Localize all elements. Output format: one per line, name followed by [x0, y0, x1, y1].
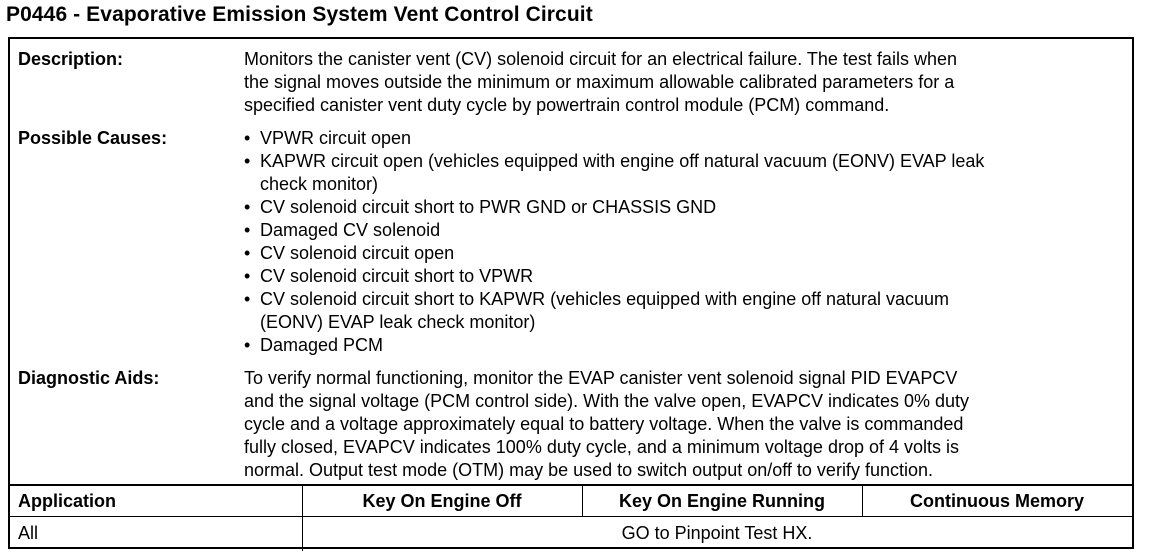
cause-line: CV solenoid circuit short to KAPWR (vehicles equipped with engine off natural vacuum [260, 289, 950, 309]
cause-item [244, 219, 1132, 242]
diagnostic-aids-line: fully closed, EVAPCV indicates 100% duty cycle, and a minimum voltage drop of 4 volts is [244, 437, 960, 457]
bullet-icon: • [244, 197, 251, 217]
cause-list [244, 127, 1132, 357]
diagnostic-aids-line: cycle and a voltage approximately equal to battery voltage. When the valve is commanded [244, 414, 964, 434]
description-label: Description: [18, 49, 124, 69]
page-title: P0446 - Evaporative Emission System Vent Control Circuit [6, 3, 593, 26]
bullet-icon: • [244, 335, 251, 355]
diagnostic-aids-line: To verify normal functioning, monitor the EVAP canister vent solenoid signal PID EVAPCV [244, 368, 958, 388]
cause-item [244, 265, 1132, 288]
cause-item [244, 196, 1132, 219]
description-line: specified canister vent duty cycle by powertrain control module (PCM) command. [244, 95, 890, 115]
diagnostic-aids-label: Diagnostic Aids: [18, 368, 160, 388]
table-header-divider [10, 484, 1132, 486]
cause-line: CV solenoid circuit short to VPWR [260, 266, 534, 286]
header-key-on-engine-running: Key On Engine Running [619, 491, 825, 511]
cause-line: Damaged PCM [260, 335, 384, 355]
diagnostic-aids-text [244, 367, 1132, 482]
description-text [244, 48, 1132, 117]
header-application: Application [18, 491, 116, 511]
diagnostic-aids-line: normal. Output test mode (OTM) may be used to switch output on/off to verify function. [244, 460, 933, 480]
cause-line: CV solenoid circuit open [260, 243, 455, 263]
cause-line: CV solenoid circuit short to PWR GND or CHASSIS GND [260, 197, 717, 217]
cause-item [244, 242, 1132, 265]
bullet-icon: • [244, 243, 251, 263]
cause-item [244, 127, 1132, 150]
cause-item [244, 334, 1132, 357]
diagnostic-table [8, 37, 1134, 549]
diagnostic-aids-line: and the signal voltage (PCM control side). With the valve open, EVAPCV indicates 0% duty [244, 391, 970, 411]
cell-action: GO to Pinpoint Test HX. [621, 523, 813, 543]
header-key-on-engine-off: Key On Engine Off [362, 491, 522, 511]
bullet-icon: • [244, 289, 251, 309]
bullet-icon: • [244, 128, 251, 148]
description-line: the signal moves outside the minimum or maximum allowable calibrated parameters for a [244, 72, 955, 92]
bullet-icon: • [244, 220, 251, 240]
cell-application: All [18, 523, 39, 543]
header-continuous-memory: Continuous Memory [910, 491, 1084, 511]
description-line: Monitors the canister vent (CV) solenoid circuit for an electrical failure. The test fails when [244, 49, 957, 69]
cause-line: check monitor) [260, 174, 379, 194]
possible-causes-list [244, 127, 1132, 357]
cause-line: KAPWR circuit open (vehicles equipped with engine off natural vacuum (EONV) EVAP leak [260, 151, 985, 171]
cause-item [244, 150, 1132, 196]
cause-line: Damaged CV solenoid [260, 220, 441, 240]
cause-line: VPWR circuit open [260, 128, 412, 148]
cause-item [244, 288, 1132, 334]
bullet-icon: • [244, 266, 251, 286]
bullet-icon: • [244, 151, 251, 171]
cause-line: (EONV) EVAP leak check monitor) [260, 312, 536, 332]
table-row-divider [10, 516, 1132, 517]
possible-causes-label: Possible Causes: [18, 128, 168, 148]
